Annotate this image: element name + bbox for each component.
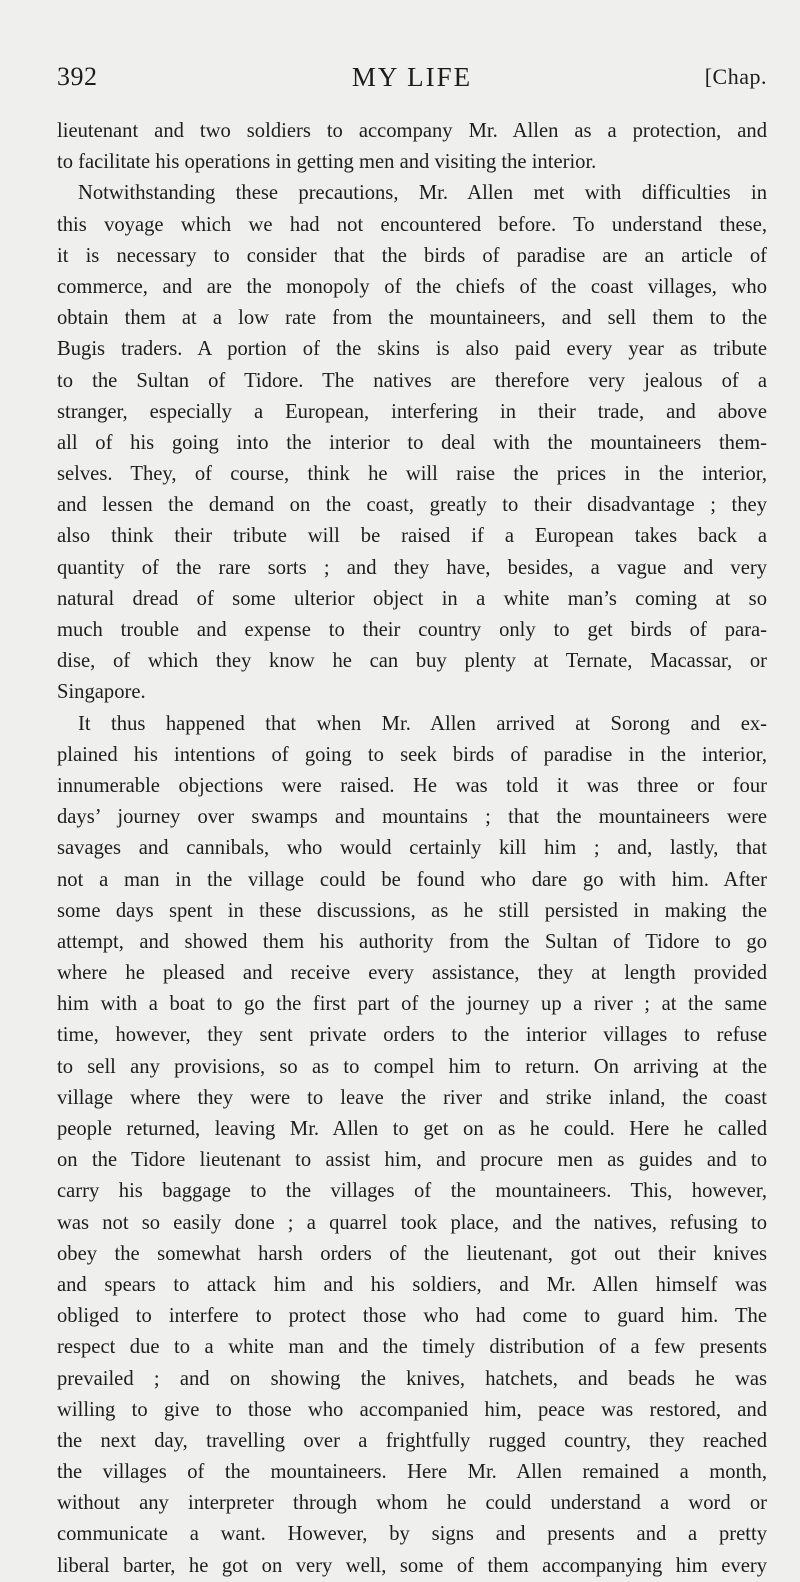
text-line: the next day, travelling over a frightfully rugged country, they reached — [57, 1429, 767, 1452]
text-line: Notwithstanding these precautions, Mr. Allen met with difficulties in — [78, 182, 767, 205]
text-line: liberal barter, he got on very well, some of them accompanying him every — [57, 1554, 767, 1577]
text-line: the villages of the mountaineers. Here Mr. Allen remained a month, — [57, 1461, 767, 1484]
text-line: savages and cannibals, who would certainly kill him ; and, lastly, that — [57, 837, 767, 860]
text-line: It thus happened that when Mr. Allen arrived at Sorong and ex- — [78, 712, 767, 735]
running-title: MY LIFE — [351, 62, 473, 92]
text-line: not a man in the village could be found who dare go with him. After — [57, 868, 767, 891]
text-line: to the Sultan of Tidore. The natives are therefore very jealous of a — [57, 369, 767, 392]
text-line: plained his intentions of going to seek birds of paradise in the interior, — [57, 743, 767, 766]
text-line: obliged to interfere to protect those who had come to guard him. The — [57, 1305, 767, 1328]
text-line: time, however, they sent private orders to the interior villages to refuse — [57, 1024, 767, 1047]
text-line: selves. They, of course, think he will raise the prices in the interior, — [57, 463, 767, 486]
text-line: willing to give to those who accompanied him, peace was restored, and — [57, 1398, 767, 1421]
text-line: and spears to attack him and his soldiers, and Mr. Allen himself was — [57, 1273, 767, 1296]
text-line: village where they were to leave the river and strike inland, the coast — [57, 1086, 767, 1109]
text-line: it is necessary to consider that the birds of paradise are an article of — [57, 244, 767, 267]
chapter-label: [Chap. — [704, 64, 767, 89]
text-line: also think their tribute will be raised if a European takes back a — [57, 525, 767, 548]
text-line: where he pleased and receive every assistance, they at length provided — [57, 962, 767, 985]
text-line: obtain them at a low rate from the mountaineers, and sell them to the — [57, 307, 767, 330]
text-line: without any interpreter through whom he could understand a word or — [57, 1492, 767, 1515]
text-line: stranger, especially a European, interfering in their trade, and above — [57, 400, 767, 423]
text-line: prevailed ; and on showing the knives, hatchets, and beads he was — [57, 1367, 767, 1390]
text-line: was not so easily done ; a quarrel took place, and the natives, refusing to — [57, 1211, 767, 1234]
body-text — [57, 116, 767, 1582]
text-line: to sell any provisions, so as to compel him to return. On arriving at the — [57, 1055, 767, 1078]
text-line: quantity of the rare sorts ; and they have, besides, a vague and very — [57, 556, 767, 579]
text-line: to facilitate his operations in getting men and visiting the interior. — [57, 151, 597, 174]
text-line: all of his going into the interior to deal with the mountaineers them- — [57, 431, 767, 454]
text-line: natural dread of some ulterior object in a white man’s coming at so — [57, 587, 767, 610]
text-line: him with a boat to go the first part of the journey up a river ; at the same — [57, 993, 767, 1016]
page-header — [57, 62, 767, 102]
text-line: some days spent in these discussions, as he still persisted in making the — [57, 899, 767, 922]
page-number: 392 — [57, 62, 98, 91]
text-line: attempt, and showed them his authority from the Sultan of Tidore to go — [57, 930, 767, 953]
text-line: dise, of which they know he can buy plenty at Ternate, Macassar, or — [57, 650, 767, 673]
text-line: obey the somewhat harsh orders of the lieutenant, got out their knives — [57, 1242, 767, 1265]
text-line: carry his baggage to the villages of the mountaineers. This, however, — [57, 1180, 767, 1203]
text-line: this voyage which we had not encountered before. To understand these, — [57, 213, 767, 236]
text-line: Singapore. — [57, 681, 146, 704]
text-line: days’ journey over swamps and mountains ; that the mountaineers were — [57, 806, 767, 829]
text-line: lieutenant and two soldiers to accompany Mr. Allen as a protection, and — [57, 120, 767, 142]
text-line: on the Tidore lieutenant to assist him, and procure men as guides and to — [57, 1149, 767, 1172]
text-line: communicate a want. However, by signs and presents and a pretty — [57, 1523, 767, 1546]
text-line: respect due to a white man and the timely distribution of a few presents — [57, 1336, 767, 1359]
text-line: Bugis traders. A portion of the skins is also paid every year as tribute — [57, 338, 767, 361]
text-line: much trouble and expense to their country only to get birds of para- — [57, 619, 767, 641]
text-line: people returned, leaving Mr. Allen to get on as he could. Here he called — [57, 1118, 767, 1140]
text-line: and lessen the demand on the coast, greatly to their disadvantage ; they — [57, 494, 767, 517]
text-line: innumerable objections were raised. He was told it was three or four — [57, 774, 767, 797]
text-line: commerce, and are the monopoly of the chiefs of the coast villages, who — [57, 275, 767, 298]
